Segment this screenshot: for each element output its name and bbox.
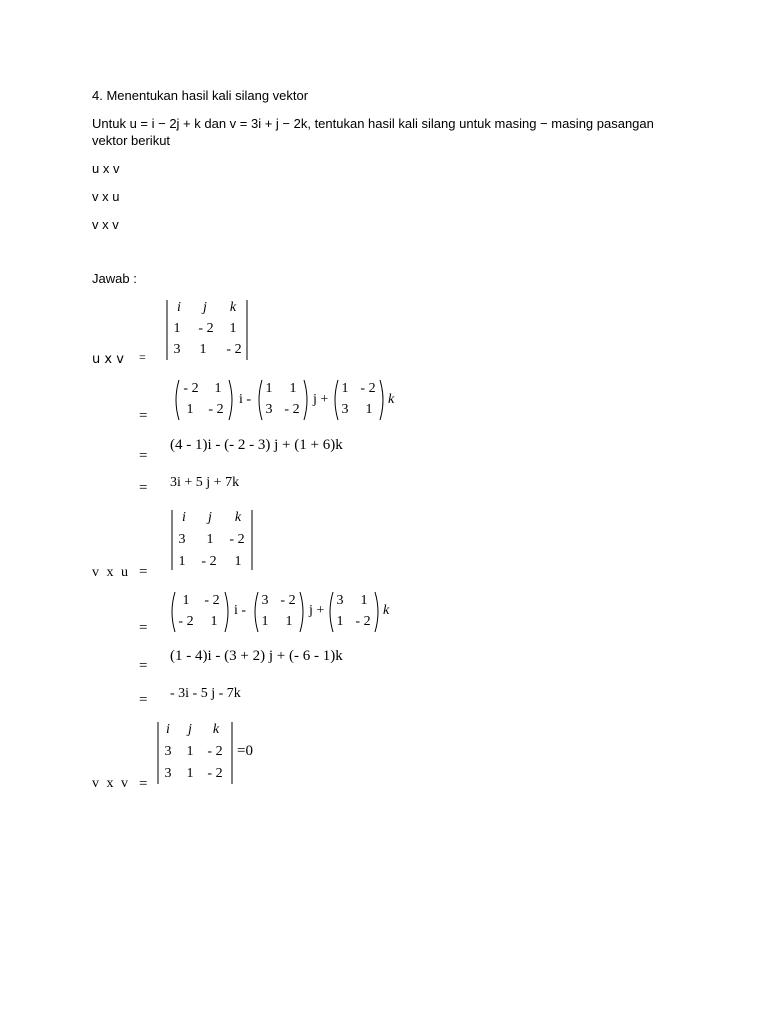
matrix-cell: 1 — [186, 402, 194, 417]
matrix-cell: 1 — [261, 614, 269, 629]
vxu-equals-2: = — [139, 620, 148, 636]
uxv-equals-2: = — [139, 408, 148, 424]
det-cell: j — [208, 510, 212, 525]
vxu-equals-1: = — [139, 564, 148, 580]
uxv-result: 3i + 5 j + 7k — [170, 475, 240, 490]
det-cell: 1 — [199, 342, 207, 357]
vxu-equals-3: = — [139, 658, 148, 674]
vxu-minor-k — [326, 590, 382, 634]
uxv-equals-1: = — [139, 350, 146, 364]
matrix-cell: 3 — [265, 402, 273, 417]
matrix-cell: 3 — [336, 593, 344, 608]
matrix-cell: 1 — [214, 381, 222, 396]
uxv-op-j: j + — [313, 392, 329, 407]
det-cell: 1 — [206, 532, 214, 547]
uxv-minor-i — [172, 378, 236, 422]
matrix-cell: 3 — [341, 402, 349, 417]
matrix-cell: - 2 — [284, 402, 300, 417]
vxu-op-i: i - — [234, 603, 247, 618]
question-heading: 4. Menentukan hasil kali silang vektor — [92, 88, 309, 103]
matrix-cell: 1 — [210, 614, 218, 629]
det-cell: i — [166, 722, 170, 737]
vxu-result: - 3i - 5 j - 7k — [170, 686, 241, 701]
det-cell: k — [234, 510, 242, 525]
det-cell: i — [182, 510, 186, 525]
question-intro-line-1: Untuk u = i − 2j + k dan v = 3i + j − 2k, tentukan hasil kali silang untuk masing − masing pasangan — [92, 116, 654, 131]
matrix-cell: 1 — [360, 593, 368, 608]
det-cell: 1 — [186, 766, 194, 781]
vxv-determinant — [154, 720, 236, 786]
vxu-equals-4: = — [139, 692, 148, 708]
det-cell: 3 — [178, 532, 186, 547]
matrix-cell: 3 — [261, 593, 269, 608]
vxv-result: =0 — [237, 743, 253, 759]
matrix-cell: - 2 — [360, 381, 376, 396]
uxv-op-k: k — [388, 392, 395, 407]
det-cell: 1 — [186, 744, 194, 759]
det-cell: 3 — [164, 744, 172, 759]
matrix-cell: - 2 — [178, 614, 194, 629]
vxu-minor-j — [251, 590, 307, 634]
det-cell: j — [188, 722, 192, 737]
vxu-expanded: (1 - 4)i - (3 + 2) j + (- 6 - 1)k — [170, 648, 343, 664]
det-cell: 3 — [164, 766, 172, 781]
matrix-cell: - 2 — [280, 593, 296, 608]
question-intro-line-2: vektor berikut — [92, 133, 171, 148]
matrix-cell: 1 — [365, 402, 373, 417]
vxu-label: v x u — [92, 565, 130, 580]
uxv-determinant — [163, 298, 251, 362]
vxu-op-j: j + — [309, 603, 325, 618]
matrix-cell: 1 — [285, 614, 293, 629]
det-cell: - 2 — [201, 554, 217, 569]
uxv-op-i: i - — [239, 392, 252, 407]
matrix-cell: - 2 — [204, 593, 220, 608]
det-cell: k — [212, 722, 220, 737]
matrix-cell: 1 — [341, 381, 349, 396]
matrix-cell: 1 — [182, 593, 190, 608]
matrix-cell: - 2 — [208, 402, 224, 417]
uxv-minor-j — [255, 378, 311, 422]
answer-label: Jawab : — [92, 271, 137, 286]
vxu-minor-i — [168, 590, 232, 634]
det-cell: - 2 — [207, 766, 223, 781]
det-cell: 1 — [178, 554, 186, 569]
det-cell: 3 — [173, 342, 181, 357]
det-cell: 1 — [173, 321, 181, 336]
uxv-minor-k — [331, 378, 387, 422]
det-cell: k — [229, 300, 237, 315]
det-cell: 1 — [229, 321, 237, 336]
vxu-op-k: k — [383, 603, 390, 618]
det-cell: 1 — [234, 554, 242, 569]
vxu-determinant — [168, 508, 256, 572]
vxv-label: v x v — [92, 776, 130, 791]
uxv-equals-3: = — [139, 448, 148, 464]
det-cell: j — [203, 300, 207, 315]
matrix-cell: 1 — [289, 381, 297, 396]
list-item-uxv: u x v — [92, 161, 120, 176]
det-cell: - 2 — [207, 744, 223, 759]
vxv-equals-1: = — [139, 776, 148, 792]
list-item-vxu: v x u — [92, 189, 120, 204]
det-cell: i — [177, 300, 181, 315]
matrix-cell: - 2 — [183, 381, 199, 396]
matrix-cell: - 2 — [355, 614, 371, 629]
matrix-cell: 1 — [336, 614, 344, 629]
uxv-expanded: (4 - 1)i - (- 2 - 3) j + (1 + 6)k — [170, 437, 343, 453]
uxv-equals-4: = — [139, 480, 148, 496]
det-cell: - 2 — [198, 321, 214, 336]
uxv-label: u x v — [92, 352, 124, 367]
list-item-vxv: v x v — [92, 217, 119, 232]
matrix-cell: 1 — [265, 381, 273, 396]
det-cell: - 2 — [226, 342, 242, 357]
det-cell: - 2 — [229, 532, 245, 547]
